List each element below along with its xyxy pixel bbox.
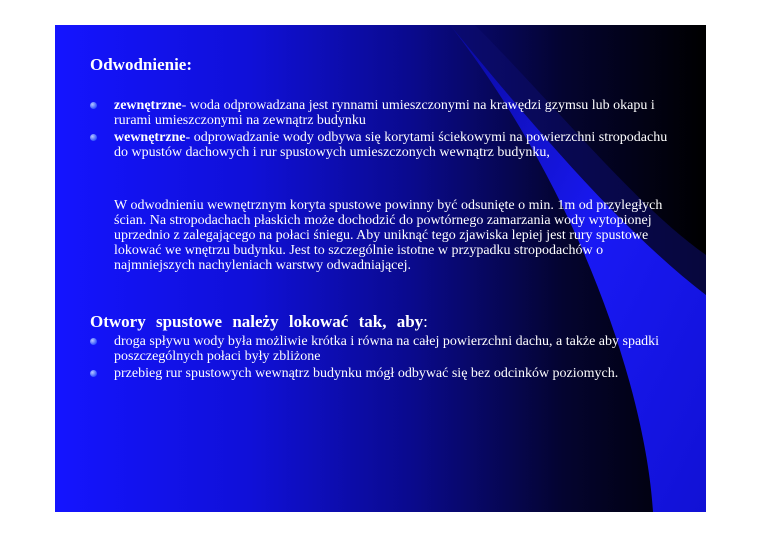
bullet-text: - woda odprowadzana jest rynnami umieszczonymi na krawędzi gzymsu lub okapu i rurami umieszczonymi na zewnątrz budynku	[114, 98, 655, 128]
bullet-text: - odprowadzanie wody odbywa się korytami ściekowymi na powierzchni stropodachu do wpustów dachowych i rur spustowych umieszczonych wewnątrz budynku,	[114, 130, 668, 160]
bullet-text: droga spływu wody była możliwie krótka i równa na całej powierzchni dachu, a także aby spadki poszczególnych połaci były zbliżone	[114, 334, 660, 364]
bullet-term: wewnętrzne	[114, 130, 186, 145]
presentation-slide	[55, 25, 706, 512]
section-heading-outlets	[90, 312, 428, 332]
bullet-term: zewnętrzne	[114, 98, 182, 113]
bullet-icon	[90, 370, 97, 377]
list-item	[90, 334, 670, 364]
list-item	[90, 98, 670, 128]
bullet-text: przebieg rur spustowych wewnątrz budynku mógł odbywać się bez odcinków poziomych.	[114, 366, 619, 381]
section-heading-text: Otwory spustowe należy lokować tak, aby	[90, 312, 424, 331]
drainage-types-list	[90, 98, 670, 162]
bullet-icon	[90, 134, 97, 141]
list-item	[90, 130, 670, 160]
bullet-icon	[90, 338, 97, 345]
internal-drainage-paragraph: W odwodnieniu wewnętrznym koryta spustowe powinny być odsunięte o min. 1m od przyległych ścian. Na stropodachach płaskich może dochodzić do powtórnego zamarzania wody wytopionej uprzednio z zalegającego na połaci śniegu. Aby uniknąć tego zjawiska lepiej jest rury spustowe lokować we wnętrzu budynku. Jest to szczególnie istotne w przypadku stropodachów o najmniejszych nachyleniach warstwy odwadniającej.	[114, 198, 663, 273]
slide-content	[55, 25, 706, 512]
bullet-icon	[90, 102, 97, 109]
outlet-requirements-list	[90, 334, 670, 383]
list-item	[90, 366, 670, 381]
slide-heading: Odwodnienie:	[90, 55, 193, 74]
section-heading-colon: :	[423, 312, 428, 331]
